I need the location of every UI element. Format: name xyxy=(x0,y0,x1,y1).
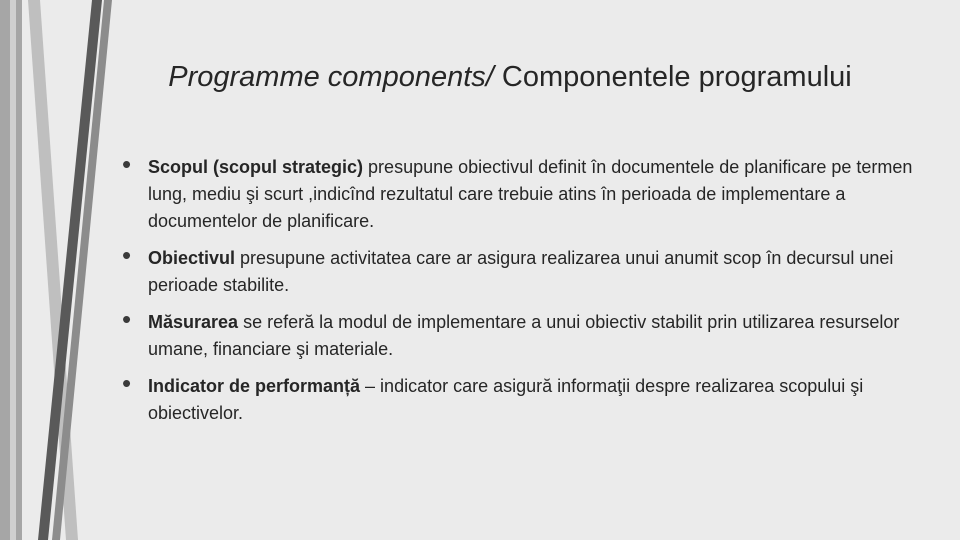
bullet-item-obiectivul xyxy=(122,240,937,299)
bullet-text: – indicator care asigură informaţii despre realizarea scopului şi obiectivelor. xyxy=(148,376,864,423)
stripe-mid xyxy=(52,0,112,540)
bullet-item-indicator xyxy=(122,368,937,427)
bullet-dot: • xyxy=(122,240,132,270)
bullet-text: se referă la modul de implementare a unui obiectiv stabilit prin utilizarea resurselor umane, financiare şi materiale. xyxy=(148,312,900,359)
bullet-item-scopul xyxy=(122,149,937,235)
bullet-list xyxy=(122,149,937,427)
bullet-text: presupune obiectivul definit în documentele de planificare pe termen lung, mediu şi scurt ,indicînd rezultatul care trebuie atins în perioada de implementare a documentelor de planificare. xyxy=(148,157,913,231)
bullet-term: Scopul (scopul strategic) xyxy=(148,157,364,177)
bullet-text: presupune activitatea care ar asigura realizarea unui anumit scop în decursul unei perioade stabilite. xyxy=(148,248,894,295)
bullet-dot: • xyxy=(122,304,132,334)
title-regular-part: Componentele programului xyxy=(493,61,852,93)
bullet-item-masurarea xyxy=(122,304,937,363)
bullet-dot: • xyxy=(122,368,132,398)
bullet-dot: • xyxy=(122,149,132,179)
bullet-term: Obiectivul xyxy=(148,248,236,268)
slide-title xyxy=(160,58,860,96)
stripe-thin xyxy=(10,0,16,540)
bullet-term: Măsurarea xyxy=(148,312,239,332)
bullet-term: Indicator de performanță xyxy=(148,376,361,396)
left-stripe-decoration xyxy=(0,0,140,540)
title-italic-part: Programme components/ xyxy=(168,61,494,93)
